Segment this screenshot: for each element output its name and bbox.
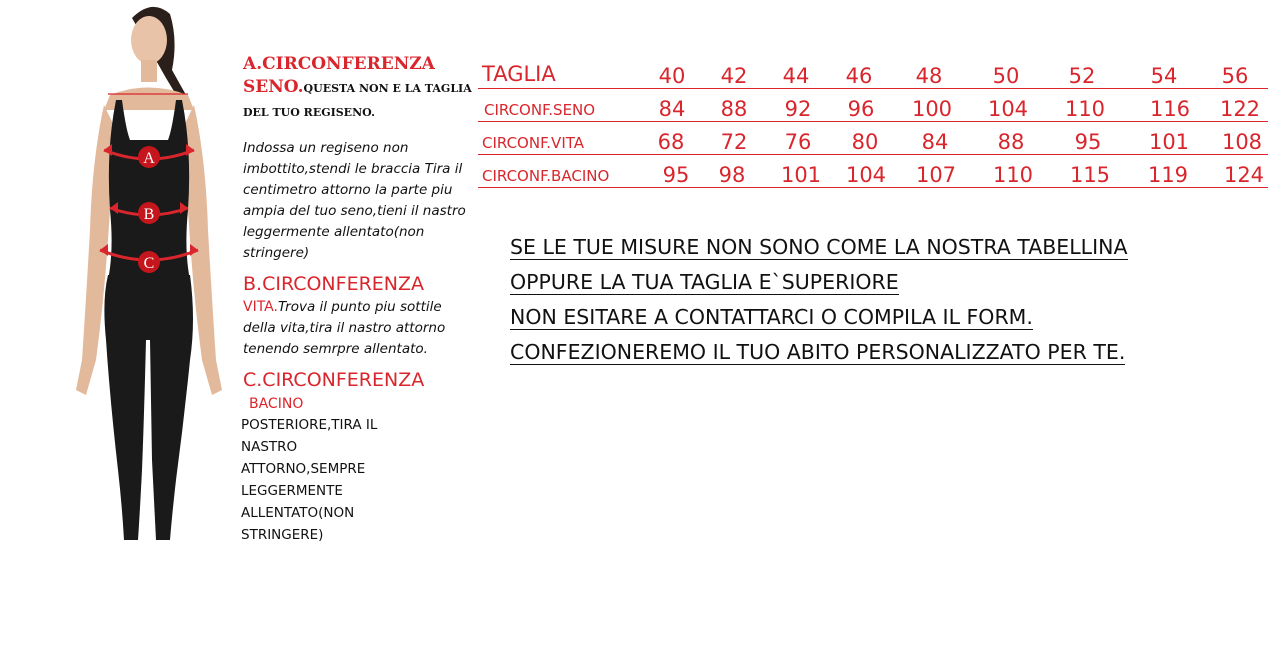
- table-cell: 72: [720, 130, 748, 154]
- table-cell: 107: [915, 163, 957, 187]
- table-cell: 95: [1074, 130, 1102, 154]
- table-cell: 88: [720, 97, 748, 121]
- table-cell: 88: [997, 130, 1025, 154]
- table-cell: 44: [782, 64, 810, 88]
- section-c-title: C.CIRCONFERENZA: [243, 369, 425, 391]
- table-cell: 110: [1064, 97, 1106, 121]
- table-cell: 110: [992, 163, 1034, 187]
- table-cell: 84: [658, 97, 686, 121]
- table-cell: 101: [780, 163, 822, 187]
- table-cell: 119: [1147, 163, 1189, 187]
- marker-c-label: C: [143, 255, 155, 272]
- row-label-seno: CIRCONF.SENO: [484, 101, 596, 119]
- message-line-3: NON ESITARE A CONTATTARCI O COMPILA IL FORM.: [510, 305, 1033, 329]
- table-cell: 116: [1149, 97, 1191, 121]
- section-c-text: POSTERIORE,TIRA IL NASTRO ATTORNO,SEMPRE LEGGERMENTE ALLENTATO(NON STRINGERE): [241, 417, 378, 543]
- row-label-vita: CIRCONF.VITA: [482, 134, 585, 152]
- table-cell: 115: [1069, 163, 1111, 187]
- section-a-title: A.CIRCONFERENZA: [243, 54, 435, 74]
- table-cell: 95: [662, 163, 690, 187]
- table-cell: 124: [1223, 163, 1265, 187]
- table-cell: 101: [1148, 130, 1190, 154]
- table-cell: 50: [992, 64, 1020, 88]
- table-cell: 80: [851, 130, 879, 154]
- table-row: [478, 56, 1268, 89]
- measurement-instructions: [243, 52, 475, 546]
- message-line-2: OPPURE LA TUA TAGLIA E`SUPERIORE: [510, 270, 899, 294]
- table-cell: 40: [658, 64, 686, 88]
- row-label-bacino: CIRCONF.BACINO: [482, 167, 610, 185]
- marker-a-label: A: [143, 150, 155, 167]
- message-line-1: SE LE TUE MISURE NON SONO COME LA NOSTRA TABELLINA: [510, 235, 1128, 259]
- table-cell: 56: [1221, 64, 1249, 88]
- table-cell: 96: [847, 97, 875, 121]
- size-table: [478, 56, 1268, 188]
- section-b-title: B.CIRCONFERENZA: [243, 273, 425, 295]
- table-row: [478, 122, 1268, 155]
- table-cell: 108: [1221, 130, 1263, 154]
- table-cell: 48: [915, 64, 943, 88]
- section-c-subtitle: [243, 393, 475, 414]
- section-a-text: Indossa un regiseno non imbottito,stendi le braccia Tira il centimetro attorno la parte piu ampia del tuo seno,tieni il nastro leggermente allentato(non stringere): [243, 140, 466, 261]
- table-cell: 100: [911, 97, 953, 121]
- table-cell: 42: [720, 64, 748, 88]
- section-a-note: QUESTA NON E LA TAGLIA DEL TUO REGISENO.: [243, 82, 472, 119]
- model-figure: [60, 0, 260, 545]
- table-cell: 68: [657, 130, 685, 154]
- section-b-text: Trova il punto piu sottile della vita,tira il nastro attorno tenendo semrpre allentato.: [243, 299, 446, 357]
- section-b-title2: VITA.: [243, 299, 278, 315]
- table-cell: 98: [718, 163, 746, 187]
- table-cell: 122: [1219, 97, 1261, 121]
- section-c-heading: [243, 368, 475, 393]
- custom-size-message: [510, 232, 1128, 372]
- section-b-heading: [243, 272, 475, 297]
- section-c-title2: BACINO: [249, 396, 304, 412]
- table-cell: 46: [845, 64, 873, 88]
- table-cell: 104: [987, 97, 1029, 121]
- section-a-subtitle: [243, 76, 475, 124]
- message-line-4: CONFEZIONEREMO IL TUO ABITO PERSONALIZZATO PER TE.: [510, 340, 1126, 364]
- table-cell: 104: [845, 163, 887, 187]
- row-label-taglia: TAGLIA: [482, 62, 556, 86]
- table-cell: 76: [784, 130, 812, 154]
- table-cell: 92: [784, 97, 812, 121]
- table-row: [478, 155, 1268, 188]
- table-row: [478, 89, 1268, 122]
- section-b-body: [243, 297, 475, 360]
- table-cell: 52: [1068, 64, 1096, 88]
- section-a-title2: SENO.: [243, 77, 304, 97]
- table-cell: 54: [1150, 64, 1178, 88]
- body-silhouette: [60, 0, 260, 545]
- table-cell: 84: [921, 130, 949, 154]
- marker-b-label: B: [143, 206, 155, 223]
